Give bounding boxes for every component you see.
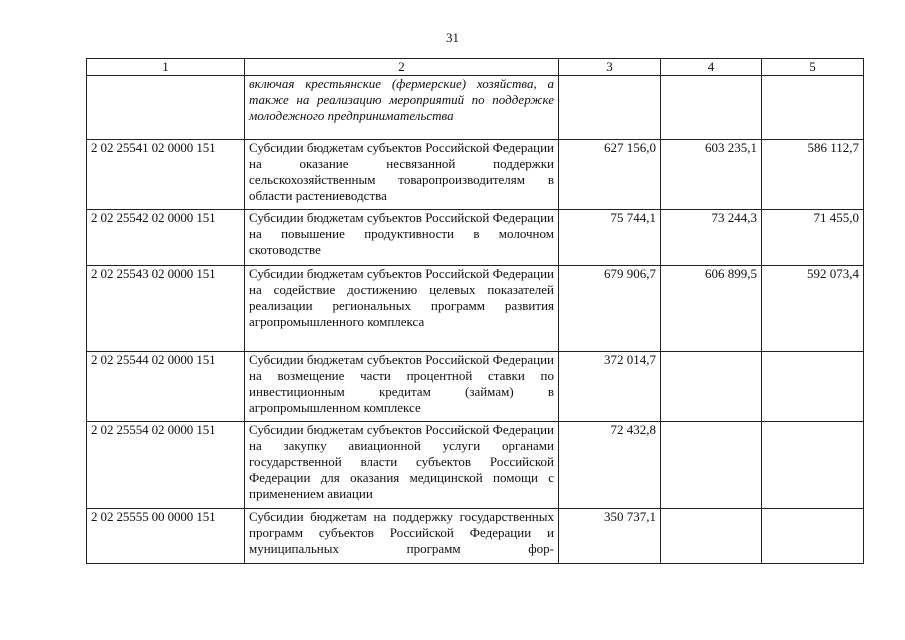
row-value-col5: 71 455,0: [762, 210, 864, 266]
table-row: [87, 140, 864, 210]
row-code: 2 02 25554 02 0000 151: [87, 422, 245, 509]
row-value-col4: [661, 76, 762, 140]
row-description: Субсидии бюджетам субъектов Российской Федерации на содействие достижению целевых показателей реализации региональных программ развития агропромышленного комплекса: [245, 266, 559, 352]
row-value-col4: [661, 422, 762, 509]
row-value-col3: [559, 76, 661, 140]
table-row: [87, 422, 864, 509]
row-value-col5: 592 073,4: [762, 266, 864, 352]
row-value-col3: 72 432,8: [559, 422, 661, 509]
row-value-col4: 73 244,3: [661, 210, 762, 266]
header-col-4: 4: [661, 59, 762, 76]
table-row: [87, 266, 864, 352]
budget-table: [86, 58, 864, 564]
row-value-col4: 603 235,1: [661, 140, 762, 210]
row-description: Субсидии бюджетам субъектов Российской Федерации на повышение продуктивности в молочном скотоводстве: [245, 210, 559, 266]
row-code: 2 02 25544 02 0000 151: [87, 352, 245, 422]
row-description: Субсидии бюджетам субъектов Российской Федерации на возмещение части процентной ставки по инвестиционным кредитам (займам) в агропромышленном комплексе: [245, 352, 559, 422]
row-description: Субсидии бюджетам на поддержку государственных программ субъектов Российской Федерации и муниципальных программ фор-: [245, 509, 559, 564]
row-code: 2 02 25543 02 0000 151: [87, 266, 245, 352]
row-description: Субсидии бюджетам субъектов Российской Федерации на оказание несвязанной поддержки сельскохозяйственным товаропроизводителям в области растениеводства: [245, 140, 559, 210]
row-value-col3: 627 156,0: [559, 140, 661, 210]
row-value-col5: 586 112,7: [762, 140, 864, 210]
row-code: 2 02 25541 02 0000 151: [87, 140, 245, 210]
row-code: 2 02 25555 00 0000 151: [87, 509, 245, 564]
row-value-col5: [762, 352, 864, 422]
row-value-col5: [762, 509, 864, 564]
row-value-col3: 350 737,1: [559, 509, 661, 564]
table-row: [87, 352, 864, 422]
row-value-col3: 372 014,7: [559, 352, 661, 422]
row-value-col5: [762, 76, 864, 140]
header-col-1: 1: [87, 59, 245, 76]
table-row: [87, 509, 864, 564]
row-value-col3: 75 744,1: [559, 210, 661, 266]
header-col-2: 2: [245, 59, 559, 76]
row-description: включая крестьянские (фермерские) хозяйства, а также на реализацию мероприятий по поддержке молодежного предпринимательства: [245, 76, 559, 140]
row-value-col4: [661, 352, 762, 422]
page-number: 31: [446, 30, 459, 45]
header-row: [87, 59, 864, 76]
header-col-5: 5: [762, 59, 864, 76]
row-description: Субсидии бюджетам субъектов Российской Федерации на закупку авиационной услуги органами государственной власти субъектов Российской Федерации для оказания медицинской помощи с применением авиации: [245, 422, 559, 509]
row-value-col5: [762, 422, 864, 509]
row-value-col4: 606 899,5: [661, 266, 762, 352]
row-value-col3: 679 906,7: [559, 266, 661, 352]
row-code: 2 02 25542 02 0000 151: [87, 210, 245, 266]
row-value-col4: [661, 509, 762, 564]
row-code: [87, 76, 245, 140]
table-row: [87, 76, 864, 140]
header-col-3: 3: [559, 59, 661, 76]
table-row: [87, 210, 864, 266]
